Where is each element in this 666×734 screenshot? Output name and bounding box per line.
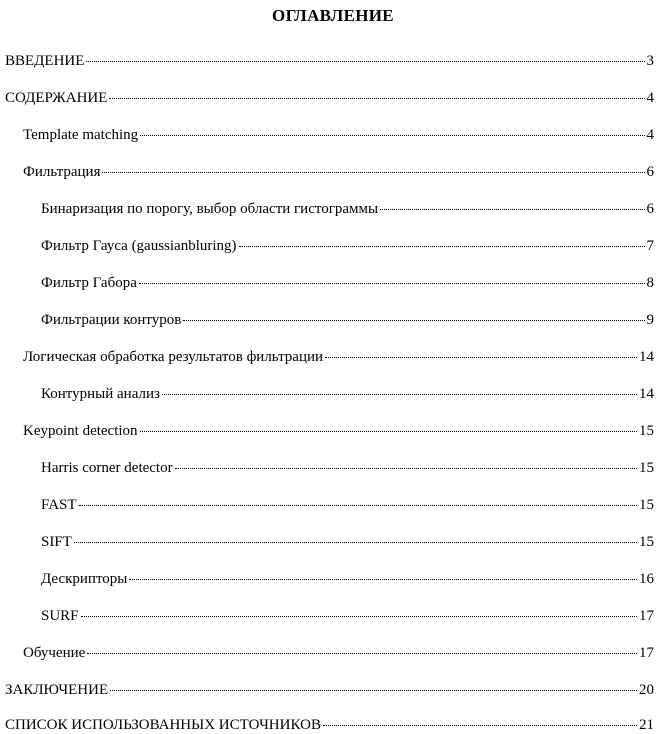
toc-entry-page: 14 [639,386,654,402]
toc-entry-page: 15 [639,497,654,513]
toc-entry-page: 6 [646,164,654,180]
dot-leader [81,616,637,617]
toc-entry-label: ЗАКЛЮЧЕНИЕ [5,682,109,698]
toc-entry-fast[interactable] [41,496,654,514]
toc-entry-page: 21 [639,717,654,733]
toc-entry-label: Keypoint detection [23,423,138,439]
dot-leader [140,135,644,136]
toc-entry-contour-filtering[interactable] [41,311,654,329]
toc-entry-page: 8 [646,275,654,291]
toc-entry-harris[interactable] [41,459,654,477]
toc-entry-training[interactable] [23,644,654,662]
toc-entry-conclusion[interactable] [5,681,654,699]
toc-entry-page: 7 [646,238,654,254]
toc-entry-label: FAST [41,497,77,513]
dot-leader [74,542,637,543]
toc-entry-gabor-filter[interactable] [41,274,654,292]
toc-entry-label: Дескрипторы [41,571,128,587]
toc-entry-page: 4 [646,90,654,106]
dot-leader [175,468,637,469]
toc-entry-filtering[interactable] [23,163,654,181]
toc-entry-label: Фильтр Гауса (gaussianbluring) [41,238,237,254]
dot-leader [129,579,637,580]
toc-entry-gauss-filter[interactable] [41,237,654,255]
dot-leader [87,653,637,654]
toc-entry-label: Контурный анализ [41,386,160,402]
toc-entry-introduction[interactable] [5,52,654,70]
dot-leader [139,283,645,284]
dot-leader [109,98,644,99]
toc-entry-keypoint-detection[interactable] [23,422,654,440]
dot-leader [110,690,637,691]
dot-leader [162,394,637,395]
dot-leader [140,431,637,432]
toc-entry-page: 3 [646,53,654,69]
toc-entry-page: 9 [646,312,654,328]
dot-leader [86,61,644,62]
toc-entry-label: Обучение [23,645,86,661]
toc-entry-descriptors[interactable] [41,570,654,588]
toc-entry-contour-analysis[interactable] [41,385,654,403]
toc-entry-label: SURF [41,608,79,624]
dot-leader [102,172,644,173]
toc-entry-label: СПИСОК ИСПОЛЬЗОВАННЫХ ИСТОЧНИКОВ [5,717,321,733]
toc-entry-contents[interactable] [5,89,654,107]
toc-entry-page: 15 [639,460,654,476]
dot-leader [380,209,644,210]
toc-entry-binarization[interactable] [41,200,654,218]
toc-entry-label: СОДЕРЖАНИЕ [5,90,108,106]
toc-entry-label: Бинаризация по порогу, выбор области гистограммы [41,201,379,217]
toc-entry-label: Логическая обработка результатов фильтрации [23,349,324,365]
toc-entry-label: Фильтрации контуров [41,312,182,328]
toc-entry-page: 15 [639,534,654,550]
toc-entry-label: Template matching [23,127,139,143]
toc-entry-logical-processing[interactable] [23,348,654,366]
toc-entry-page: 14 [639,349,654,365]
toc-entry-page: 20 [639,682,654,698]
toc-entry-label: ВВЕДЕНИЕ [5,53,85,69]
page-title: ОГЛАВЛЕНИЕ [272,6,394,25]
toc-entry-page: 6 [646,201,654,217]
toc-entry-page: 17 [639,608,654,624]
dot-leader [323,725,637,726]
toc-entry-references[interactable] [5,716,654,734]
toc-entry-page: 17 [639,645,654,661]
dot-leader [239,246,645,247]
toc-entry-label: Фильтрация [23,164,101,180]
toc-entry-label: Фильтр Габора [41,275,137,291]
dot-leader [183,320,644,321]
toc-entry-template-matching[interactable] [23,126,654,144]
toc-entry-page: 16 [639,571,654,587]
toc-entry-sift[interactable] [41,533,654,551]
toc-entry-label: Harris corner detector [41,460,173,476]
dot-leader [325,357,637,358]
toc-entry-page: 4 [646,127,654,143]
toc-entry-surf[interactable] [41,607,654,625]
toc-entry-page: 15 [639,423,654,439]
dot-leader [79,505,637,506]
toc-entry-label: SIFT [41,534,72,550]
